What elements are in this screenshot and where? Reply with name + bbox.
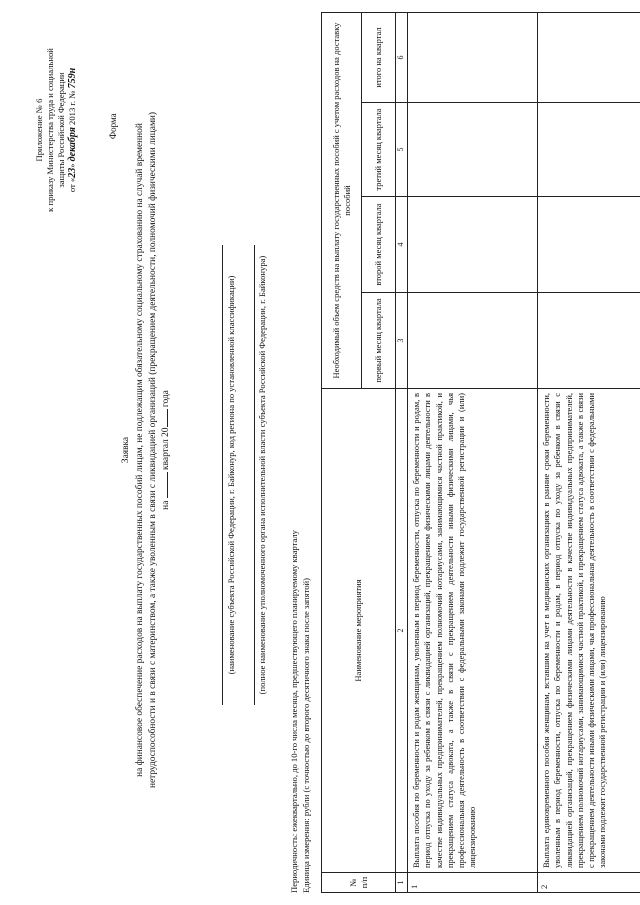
period-line: на квартал 20 года (161, 390, 171, 510)
annex-date-day: 23 (67, 167, 78, 178)
authority-blank[interactable] (254, 245, 255, 705)
header-col-name: Наименование мероприятия (322, 389, 396, 873)
annex-order-number: 759н (67, 67, 78, 89)
authority-caption: (полное наименование уполномоченного органа исполнительной власти субъекта Российской Федерации, г. Байконура) (257, 255, 267, 695)
annex-date-line: от «23» декабря 2013 г. № 759н (67, 67, 78, 193)
row-number: 2 (538, 873, 640, 893)
document-heading (120, 25, 173, 875)
amount-cell-month-2[interactable] (408, 197, 538, 293)
annex-order-reference: к приказу Министерства труда и социальной (45, 48, 55, 212)
table-header-row (322, 12, 362, 892)
row-description: Выплата единовременного пособия женщинам, вставшим на учет в медицинских организациях в ранние сроки беременности, уволенным в период беременности, отпуска по беременности и родам, в период отпуска по уходу за ребенком в связи с ликвидацией организаций, прекращением физическими лицами деятельности в качестве индивидуальных предпринимателей, прекращением полномочий нотариусами, занимающимися частной практикой, и прекращением статуса адвоката, а также в связи с прекращением деятельности иными физическими лицами, чья профессиональная деятельность в соответствии с федеральными законами подлежит государственной регистрации и (или) лицензированию (538, 389, 640, 873)
amount-cell-total[interactable] (538, 12, 640, 102)
header-group: Необходимый объем средств на выплату государственных пособий с учетом расходов на доставку пособий (322, 12, 362, 388)
row-number: 1 (408, 873, 538, 893)
amount-cell-total[interactable] (408, 12, 538, 102)
annex-block (34, 5, 78, 255)
header-col-no: № п/п (322, 873, 396, 893)
form-label: Форма (108, 113, 118, 139)
request-table (321, 12, 640, 893)
header-quarter-total: итого на квартал (362, 12, 396, 102)
header-month-1: первый месяц квартала (362, 293, 396, 389)
annex-date-month: декабря (67, 127, 78, 162)
amount-cell-month-3[interactable] (538, 103, 640, 197)
periodicity-note: Периодичность: ежеквартально, до 10-го числа месяца, предшествующего планируемому кварталу (289, 530, 299, 893)
amount-cell-month-2[interactable] (538, 197, 640, 293)
title-line-2: нетрудоспособности и в связи с материнством, а также уволенным в связи с ликвидацией организаций (прекращением деятельности, полномочий физическими лицами) (148, 111, 158, 789)
subject-caption: (наименование субъекта Российской Федерации, г. Байконур, код региона по установленной классификации) (226, 275, 236, 675)
column-number: 6 (396, 12, 408, 102)
column-number-row (396, 12, 408, 892)
header-month-2: второй месяц квартала (362, 197, 396, 293)
amount-cell-month-3[interactable] (408, 103, 538, 197)
amount-cell-month-1[interactable] (408, 293, 538, 389)
column-number: 3 (396, 293, 408, 389)
subject-blank[interactable] (222, 245, 223, 705)
amount-cell-month-1[interactable] (538, 293, 640, 389)
quarter-blank[interactable] (167, 472, 168, 498)
unit-note: Единица измерения: рубли (с точностью до второго десятичного знака после запятой) (301, 578, 311, 893)
document-title: Заявка (121, 436, 131, 464)
title-line-1: на финансовое обеспечение расходов на выплату государственных пособий лицам, не подлежащим обязательному социальному страхованию на случай временной (135, 123, 145, 777)
header-month-3: третий месяц квартала (362, 103, 396, 197)
annex-ministry: защиты Российской Федерации (56, 72, 66, 188)
row-description: Выплата пособия по беременности и родам женщинам, уволенным в период беременности, отпуска по беременности и родам, в период отпуска по уходу за ребенком в связи с ликвидацией организаций, прекращением физическими лицами деятельности в качестве индивидуальных предпринимателей, прекращением полномочий нотариусами, занимающимися частной практикой, и прекращением статуса адвоката, а также в связи с прекращением деятельности иными физическими лицами, чья профессиональная деятельность в соответствии с федеральными законами подлежит государственной регистрации и (или) лицензированию (408, 389, 538, 873)
column-number: 1 (396, 873, 408, 893)
year-blank[interactable] (167, 410, 168, 428)
column-number: 2 (396, 389, 408, 873)
annex-number: Приложение № 6 (34, 98, 44, 162)
column-number: 5 (396, 103, 408, 197)
table-row (538, 12, 640, 892)
column-number: 4 (396, 197, 408, 293)
table-row (408, 12, 538, 892)
